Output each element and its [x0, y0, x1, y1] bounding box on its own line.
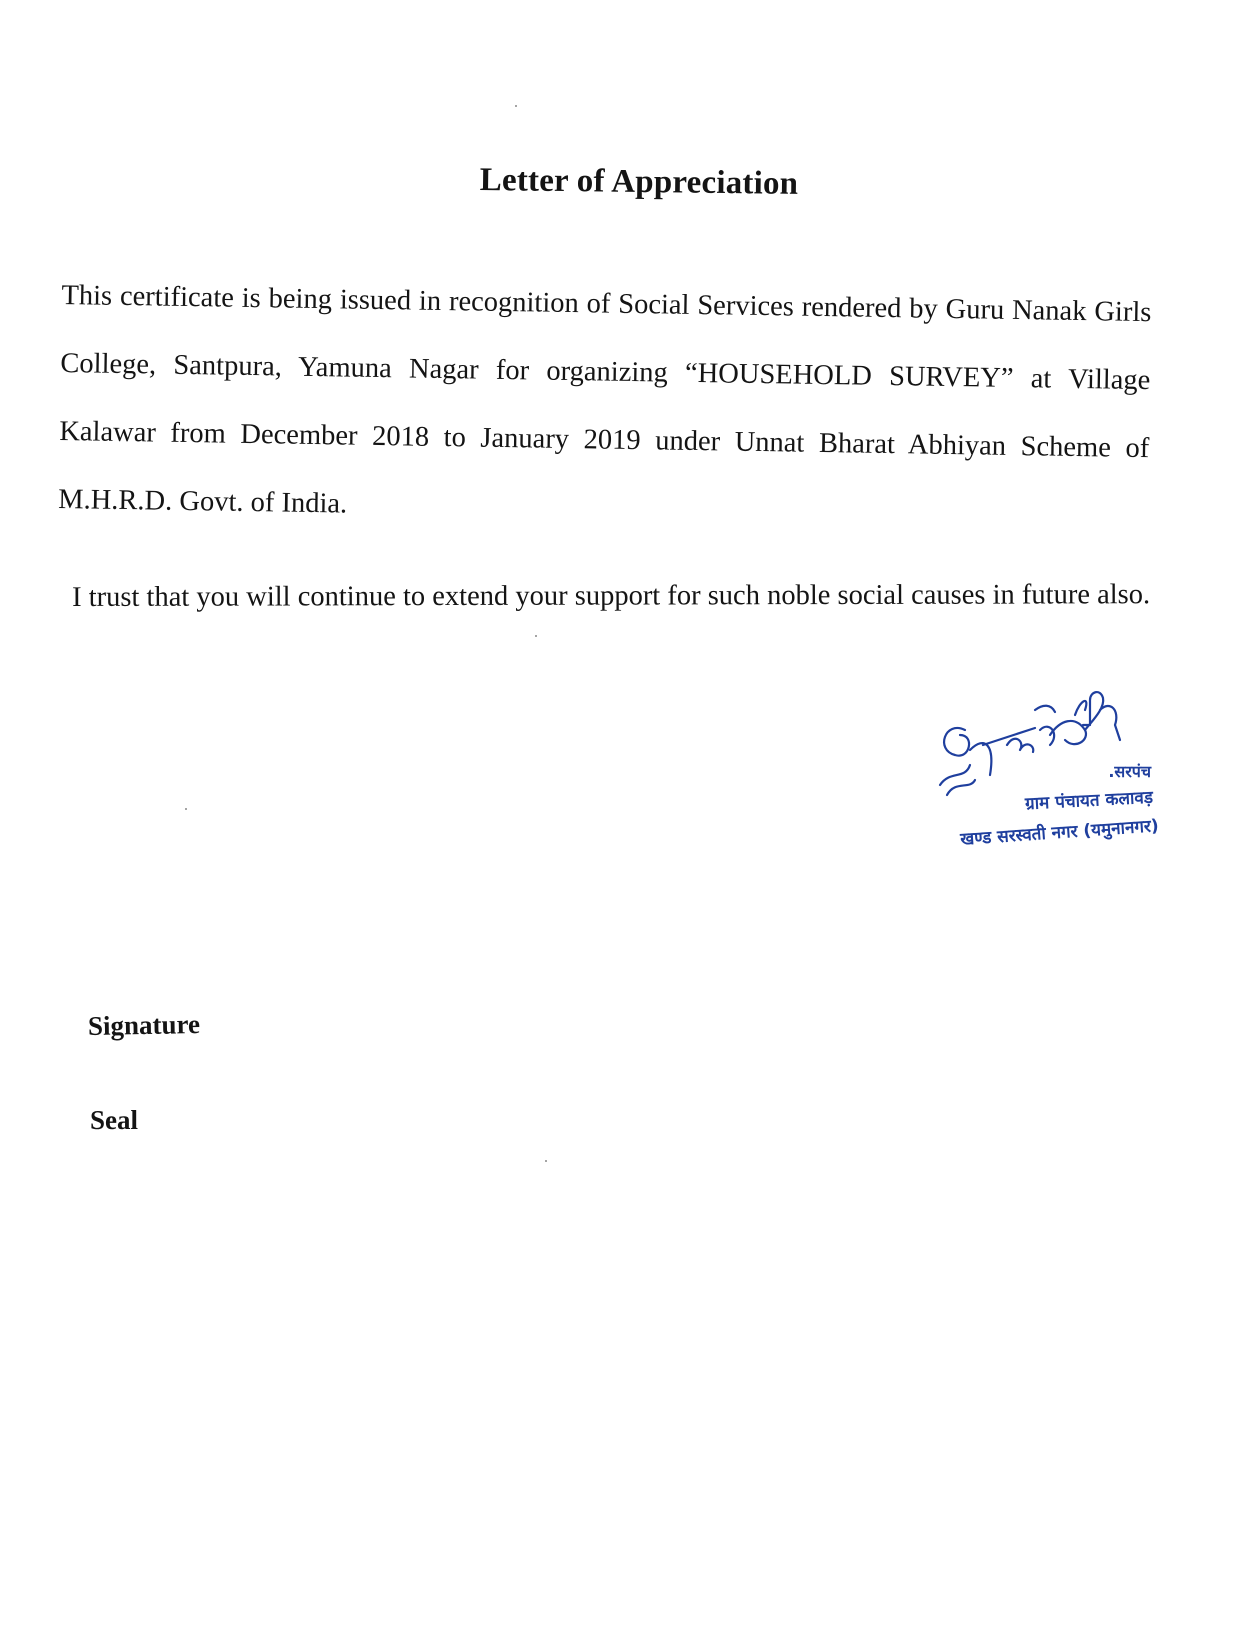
stamp-panchayat-line: ग्राम पंचायत कलावड़ [1024, 787, 1154, 815]
scan-speck [545, 1160, 547, 1162]
scan-speck [515, 105, 517, 107]
body-paragraph-support: I trust that you will continue to extend your support for such noble social causes in future also. [72, 579, 1151, 613]
scan-speck [535, 635, 537, 637]
letter-title: Letter of Appreciation [479, 162, 799, 202]
stamp-designation: .सरपंच [1108, 762, 1151, 781]
stamp-block-line: खण्ड सरस्वती नगर (यमुनानगर) [959, 816, 1160, 850]
body-paragraph-recognition: This certificate is being issued in recognition of Social Services rendered by Guru Nanak Girls College, Santpura, Yamuna Nagar for organizing “HOUSEHOLD SURVEY” at Village Kalawar from December 2018 to January 2019 under Unnat Bharat Abhiyan Scheme of M.H.R.D. Govt. of India. [58, 279, 1152, 520]
scan-speck [185, 808, 187, 810]
sarpanch-stamp [925, 690, 1165, 880]
seal-label: Seal [90, 1105, 139, 1135]
signature-label: Signature [87, 1009, 201, 1041]
